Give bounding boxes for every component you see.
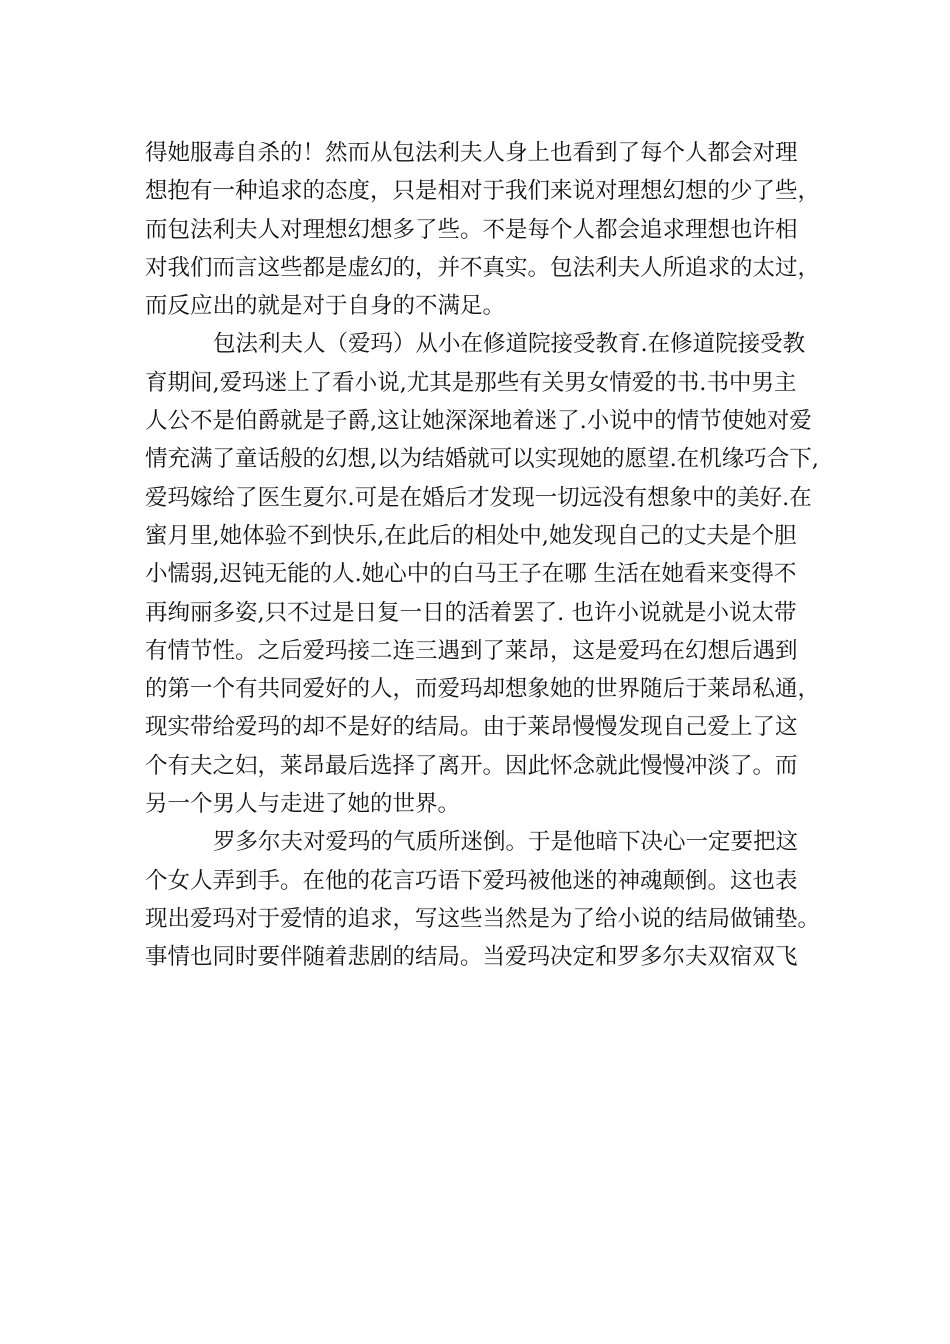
text-line: 现出爱玛对于爱情的追求，写这些当然是为了给小说的结局做铺垫。 [145, 905, 821, 932]
text-line: 的第一个有共同爱好的人，而爱玛却想象她的世界随后于莱昂私通， [145, 676, 821, 703]
text-line: 育期间,爱玛迷上了看小说,尤其是那些有关男女情爱的书.书中男主 [145, 369, 797, 396]
text-line: 另一个男人与走进了她的世界。 [145, 791, 461, 818]
text-line: 个有夫之妇，莱昂最后选择了离开。因此怀念就此慢慢冲淡了。而 [145, 752, 798, 779]
text-line: 个女人弄到手。在他的花言巧语下爱玛被他迷的神魂颠倒。这也表 [145, 867, 798, 894]
text-line: 现实带给爱玛的却不是好的结局。由于莱昂慢慢发现自己爱上了这 [145, 714, 798, 741]
text-line: 爱玛嫁给了医生夏尔.可是在婚后才发现一切远没有想象中的美好.在 [145, 484, 812, 511]
text-line: 得她服毒自杀的！然而从包法利夫人身上也看到了每个人都会对理 [145, 140, 798, 166]
paragraph-first-line: 包法利夫人（爱玛）从小在修道院接受教育.在修道院接受教 [213, 331, 806, 358]
text-line: 再绚丽多姿,只不过是日复一日的活着罢了. 也许小说就是小说太带 [145, 599, 797, 626]
text-line: 小懦弱,迟钝无能的人.她心中的白马王子在哪 生活在她看来变得不 [145, 561, 797, 588]
text-line: 事情也同时要伴随着悲剧的结局。当爱玛决定和罗多尔夫双宿双飞 [145, 944, 798, 971]
text-line: 对我们而言这些都是虚幻的，并不真实。包法利夫人所追求的太过， [145, 254, 821, 281]
document-body [145, 134, 825, 977]
text-line: 而包法利夫人对理想幻想多了些。不是每个人都会追求理想也许相 [145, 216, 798, 243]
text-line: 想抱有一种追求的态度，只是相对于我们来说对理想幻想的少了些， [145, 178, 821, 205]
text-line: 有情节性。之后爱玛接二连三遇到了莱昂，这是爱玛在幻想后遇到 [145, 637, 798, 664]
paragraph-first-line: 罗多尔夫对爱玛的气质所迷倒。于是他暗下决心一定要把这 [213, 829, 799, 856]
text-line: 情充满了童话般的幻想,以为结婚就可以实现她的愿望.在机缘巧合下, [145, 446, 819, 473]
text-line: 人公不是伯爵就是子爵,这让她深深地着迷了.小说中的情节使她对爱 [145, 408, 812, 435]
text-line: 而反应出的就是对于自身的不满足。 [145, 293, 506, 320]
text-line: 蜜月里,她体验不到快乐,在此后的相处中,她发现自己的丈夫是个胆 [145, 522, 797, 549]
